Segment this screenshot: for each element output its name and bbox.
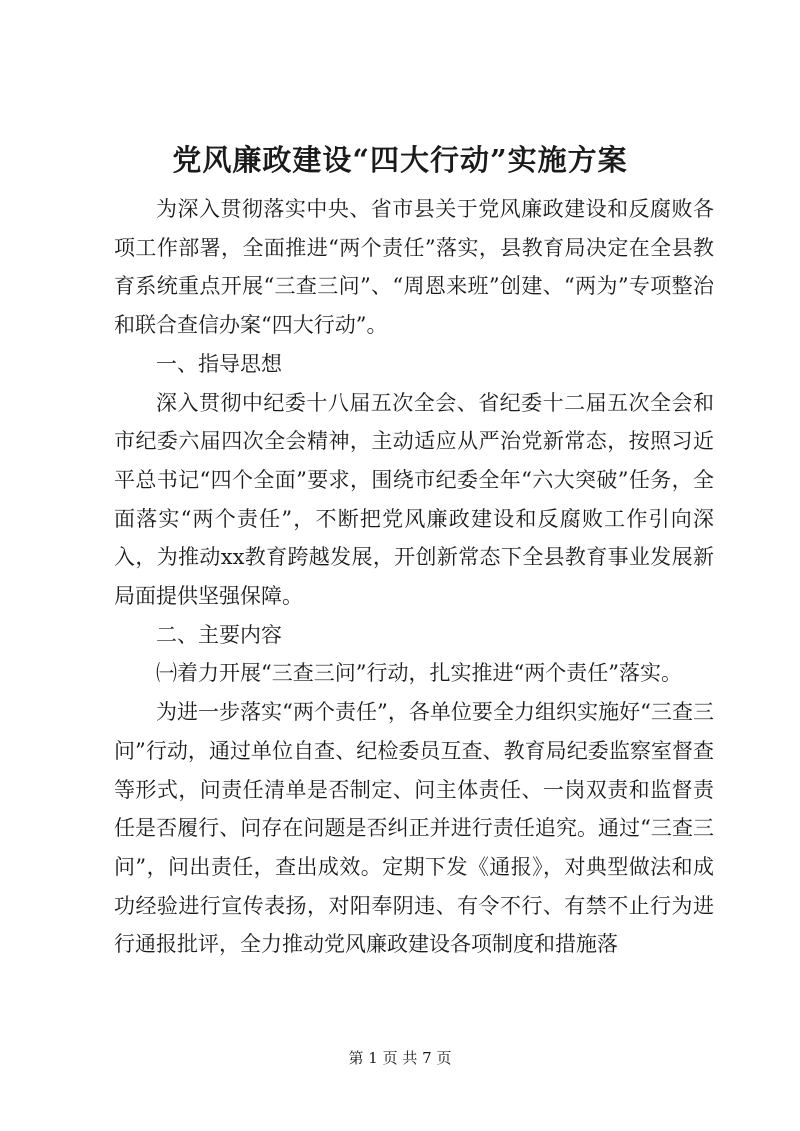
document-title: 党风廉政建设“四大行动”实施方案 <box>172 143 628 177</box>
document-body <box>114 190 714 964</box>
paragraph-guiding-ideology: 深入贯彻中纪委十八届五次全会、省纪委十二届五次全会和市纪委六届四次全会精神，主动适应从严治党新常态，按照习近平总书记“四个全面”要求，围绕市纪委全年“六大突破”任务，全面落实“两个责任”，不断把党风廉政建设和反腐败工作引向深入，为推动xx教育跨越发展，开创新常态下全县教育事业发展新局面提供坚强保障。 <box>114 390 714 609</box>
heading-main-content: 二、主要内容 <box>156 622 282 647</box>
page-number-footer: 第 1 页 共 7 页 <box>348 1049 452 1067</box>
paragraph-intro: 为深入贯彻落实中央、省市县关于党风廉政建设和反腐败各项工作部署，全面推进“两个责任”落实，县教育局决定在全县教育系统重点开展“三查三问”、“周恩来班”创建、“两为”专项整治和联合查信办案“四大行动”。 <box>114 197 714 338</box>
subheading-three-checks: ㈠着力开展“三查三问”行动，扎实推进“两个责任”落实。 <box>156 661 682 686</box>
heading-guiding-ideology: 一、指导思想 <box>156 351 282 376</box>
paragraph-three-checks: 为进一步落实“两个责任”，各单位要全力组织实施好“三查三问”行动，通过单位自查、纪检委员互查、教育局纪委监察室督查等形式，问责任清单是否制定、问主体责任、一岗双责和监督责任是否履行、问存在问题是否纠正并进行责任追究。通过“三查三问”，问出责任，查出成效。定期下发《通报》，对典型做法和成功经验进行宣传表扬，对阳奉阴违、有令不行、有禁不止行为进行通报批评，全力推动党风廉政建设各项制度和措施落 <box>114 700 714 957</box>
